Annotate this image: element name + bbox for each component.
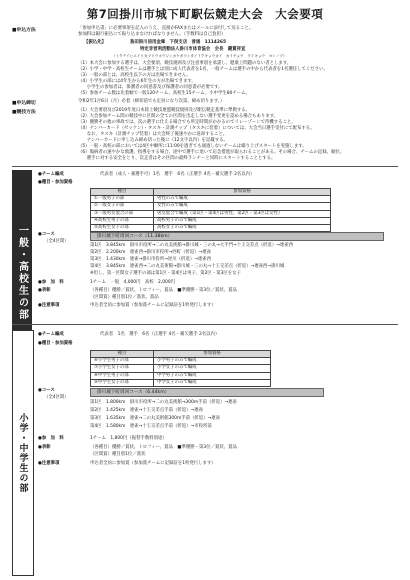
junior-course-label: ●コース: [38, 388, 55, 393]
table-cell: ④高校生男子の部: [91, 217, 154, 224]
junior-side-label-bar: [12, 330, 34, 576]
note-2: （2）小学・中学・高校生チームは選手とは別に成人代表者を1名、一般チームは選手の中から代表者を1名選任してください。: [78, 67, 328, 72]
table-cell: 中学男子のみで編成: [154, 372, 271, 379]
table-row: [91, 365, 271, 372]
table-cell: ②一般女子の部: [91, 203, 154, 210]
deadline-text: 令和2年1月6日（月）必着（締切前でも定員になり次第、締め切ります。）: [78, 99, 225, 104]
table-row: [91, 224, 331, 231]
account-kana: （トクテイヒエイリカツドウホウジンカケガワシタイイクキョウカイ カイチョウ ライキョウ ヨシノブ）: [112, 54, 287, 58]
table-cell: ⑥小学生男子の部: [91, 358, 154, 365]
junior-other-label: ●注意事項: [38, 461, 60, 466]
junior-award-label: ●表彰: [38, 445, 51, 450]
table-cell: 男性のみで編成: [154, 196, 331, 203]
note-3: （3）一般の部とは、高校生以下の方は出場できません。: [78, 73, 191, 78]
method-item-1: （1）大会要項及び2019年度日本陸上競技連盟競技規則及び駅伝競走基準に準拠する。: [78, 108, 251, 113]
table-header: 参加資格: [154, 351, 271, 358]
method-item-2: （2）大会参加チーム間の競技中に区間の全ての区間を出走しない選手変更を認める場合もあります。: [78, 114, 279, 119]
general-fee-text: 1チーム 一般 4,000円 高校 2,000円: [90, 280, 176, 285]
application-label: ■申込方法: [12, 28, 36, 33]
junior-award-text: （各種目）優勝／賞状、トロフィー、賞品 ■準優勝・第3位／賞状、賞品: [90, 445, 237, 450]
method-item-6: ナンバーカードに申し込み締め切った後に（12文字以内）を記載する。: [78, 138, 228, 143]
general-side-label: 一般・高校生の部: [16, 225, 28, 321]
table-row: [91, 203, 331, 210]
table-row: [91, 217, 331, 224]
junior-course-leg-2: 第2区 1.425km 連雀→十王交差点手前（折返）→連雀: [90, 408, 203, 413]
table-cell: 高校男子のみで編成: [154, 217, 331, 224]
method-item-3: （3）優勝その他の事故では、次の選手に仕える場合でも所定時間がかかるのでリレーゾーンで待機すること。: [78, 120, 296, 125]
general-fee-label: ●参 加 料: [38, 280, 64, 285]
deadline-label: ■申込締切: [12, 101, 36, 106]
junior-category-label: ●種目・参加資格: [38, 341, 73, 346]
general-course-label: ●コース: [38, 232, 55, 237]
bank-label: 【振込先】: [84, 40, 106, 45]
junior-team-label: ●チーム編成: [38, 332, 64, 337]
table-cell: 高校女子のみで編成: [154, 224, 331, 231]
junior-course-sub: （全4区間）: [44, 395, 69, 400]
section-divider-junior: [12, 324, 398, 325]
junior-course-leg-3: 第3区 1.635km 連雀→二の丸美術館300m手前（折返）→連雀: [90, 416, 221, 421]
junior-award-text-2: （区間賞）種目別1位／賞状: [90, 452, 146, 457]
method-item-9: 選手に対する安全をとり、次走者はその区間の最終ランナーと同時にスタートすることとする。: [78, 156, 276, 161]
general-course-leg-1: 第1区 3.845km 掛川市役所→二の丸美術館→掛川城・三の丸→大手門→十王交差点（折返）→連雀西: [90, 243, 294, 248]
junior-team-text: 代表者 1名 選手 6名（正選手 4名・補欠選手 2名以内）: [100, 332, 220, 337]
method-label: ■競技方法: [12, 110, 36, 115]
application-line-1: 「参加申込書」に必要事項を記入のうえ、直接かFAXまたはメールに添付して送ること。: [78, 26, 254, 31]
general-course-leg-3: 第3区 1.430km 連雀→掛川市役所→逆川（折返）→連雀西: [90, 257, 212, 262]
table-cell: 小学女子のみで編成: [154, 365, 271, 372]
general-course-note: ※但し、第一区間女子選手の部は第1区・第4区は男子、第2区・第3区を女子: [90, 271, 241, 276]
junior-other-text: 申込者全員に参加賞（参加賞チームに記録証を1枚発行します）: [90, 461, 216, 466]
junior-fee-text: 1チーム 1,800円（振替手数料別途）: [90, 436, 167, 441]
table-row: [91, 379, 271, 386]
bank-name: 島田掛川信用金庫 下俣支店 普通 1114265: [130, 40, 227, 45]
table-cell: ⑤高校生女子の部: [91, 224, 154, 231]
section-divider-general: [12, 166, 398, 167]
note-4: （4）小学生の部には4年生から6年生の方が出場できます。: [78, 79, 196, 84]
table-row: [91, 196, 331, 203]
table-row: [91, 372, 271, 379]
general-award-text: （各種目）優勝／賞状、トロフィー、賞品 ■準優勝・第3位／賞状、賞品: [90, 288, 237, 293]
general-team-text: 代表者（成人・兼選手可）1名 選手 6名（正選手 4名・補欠選手 2名以内）: [100, 172, 255, 177]
method-item-8: （6）傷病者の速やかな救護、指導をする場合、途中で選手に退いて応急措置が取られることがある。その場合、チームの記録、順位、: [78, 150, 345, 155]
general-award-label: ●表彰: [38, 288, 51, 293]
table-header: 参加資格: [154, 189, 331, 196]
table-cell: 女性のみで編成: [154, 203, 331, 210]
account-name: 特定非営利活動法人掛川市体育協会 会長 鍵賞祥宣: [140, 47, 246, 52]
note-5: 小学生の参加者は、保護者の同意書及び保護者の同意書が必要です。: [78, 85, 223, 90]
table-row: [91, 210, 331, 217]
table-cell: 男女混合で編成（第1区・第4区は男性、第2区・第3区は女性）: [154, 210, 331, 217]
table-cell: ⑧中学生男子の部: [91, 372, 154, 379]
table-header: 種目: [91, 351, 154, 358]
general-category-table: [90, 188, 331, 232]
note-6: （5）参加チーム数は先着順で一般120チーム、高校生15チーム、小中学生80チーム。: [78, 91, 251, 96]
page-title: 第7回掛川市城下町駅伝競走大会 大会要項: [86, 7, 324, 21]
general-other-label: ●注意事項: [38, 303, 60, 308]
table-header: 種目: [91, 189, 154, 196]
general-team-label: ●チーム編成: [38, 172, 64, 177]
general-course-leg-2: 第2区 2.200km 連雀西→掛川市役所→西町（折返）→連雀: [90, 250, 212, 255]
junior-side-label: 小学・中学生の部: [17, 413, 28, 493]
table-cell: ①一般男子の部: [91, 196, 154, 203]
junior-course-leg-4: 第4区 1.580km 連雀→十王交差点手前（折返）→市役所前: [90, 424, 212, 429]
general-course-leg-4: 第4区 3.845km 連雀西→二の丸美術館→掛川城・三の丸→十王交差点（折返）→連雀西→掛川城: [90, 264, 285, 269]
method-item-5: なお、タスキ（計測チップ装着）は大会終了後速やかに返却すること。: [78, 132, 228, 137]
junior-course-leg-1: 第1区 1.800km 掛川市役所→二の丸美術館→300m手前（折返）→連雀: [90, 400, 237, 405]
table-cell: 小学男子のみで編成: [154, 358, 271, 365]
method-item-7: （5）一般・高校の部においては4区中継所に11:00を過ぎても通過しないチームは繰り上げスタートを実施します。: [78, 144, 307, 149]
table-cell: ⑨中学生女子の部: [91, 379, 154, 386]
table-cell: ③一般男女混合の部: [91, 210, 154, 217]
note-1: （1）本大会に参加する選手は、大会要項、競技規則及び注意事項を承諾し、健康上問題のない者とします。: [78, 61, 292, 66]
application-line-2: 参加料は銀行振込にて振り込まなければなりません。（手数料は自己負担）: [78, 32, 226, 37]
table-cell: 中学女子のみで編成: [154, 379, 271, 386]
general-course-sub: （全4区間）: [44, 239, 69, 244]
table-row: [91, 358, 271, 365]
general-other-text: 申込者全員に参加賞（参加賞チームに記録証を1枚発行します）: [90, 303, 216, 308]
general-category-label: ●種目・参加資格: [38, 180, 73, 185]
method-item-4: （4）ナンバーカード（ゼッケン）・タスキ・計測チップ（タスキに装着）については、大会当日選手受付にて配布する。: [78, 126, 315, 131]
general-award-text-2: （区間賞）種目別1位／賞状、賞品: [90, 295, 159, 300]
junior-category-table: [90, 350, 271, 387]
junior-course-banner: 掛川城下町周回コース（6.44km）: [90, 388, 324, 397]
general-course-banner: 掛川城下町周回コース（11.38km）: [90, 232, 384, 241]
junior-fee-label: ●参 加 料: [38, 436, 64, 441]
table-cell: ⑦小学生女子の部: [91, 365, 154, 372]
